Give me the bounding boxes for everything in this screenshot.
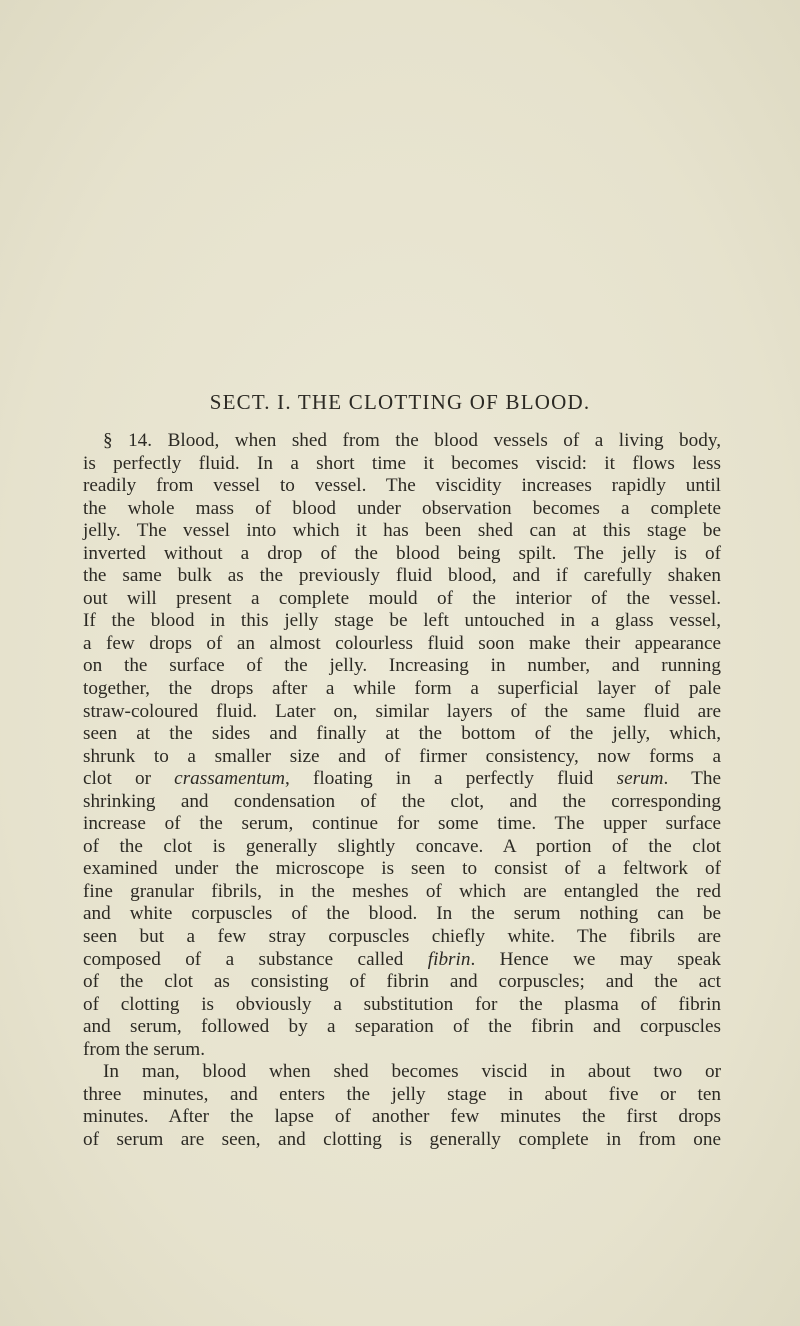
paragraph-1 [83, 430, 721, 1061]
text-line: of the clot is generally slightly concave. A portion of the clot [83, 835, 721, 857]
italic-term-crassamentum: crassamentum [174, 768, 286, 790]
text-line: minutes. After the lapse of another few minutes the first drops [83, 1106, 721, 1128]
text-line: and serum, followed by a separation of the fibrin and corpuscles [83, 1016, 721, 1038]
text-line: inverted without a drop of the blood being spilt. The jelly is of [83, 542, 721, 564]
text-line: shrunk to a smaller size and of firmer consistency, now forms a [83, 745, 721, 767]
text-line: clot or crassamentum, floating in a perfectly fluid serum. The [83, 768, 722, 790]
text-line: is perfectly fluid. In a short time it becomes viscid: it flows less [83, 452, 721, 474]
italic-term-fibrin: fibrin [427, 948, 471, 970]
body-text [83, 430, 721, 1152]
text-line: § 14. Blood, when shed from the blood vessels of a living body, [103, 430, 721, 451]
text-line: seen but a few stray corpuscles chiefly white. The fibrils are [83, 926, 721, 948]
italic-term-serum: serum [616, 768, 664, 790]
text-line: and white corpuscles of the blood. In the serum nothing can be [83, 903, 721, 925]
text-line: of the clot as consisting of fibrin and corpuscles; and the act [83, 971, 721, 993]
text-line: of clotting is obviously a substitution for the plasma of fibrin [83, 993, 721, 1015]
text-line: from the serum. [83, 1038, 206, 1060]
text-line: the whole mass of blood under observation becomes a complete [83, 497, 721, 519]
text-line: fine granular fibrils, in the meshes of which are entangled the red [83, 880, 721, 902]
text-line: If the blood in this jelly stage be left untouched in a glass vessel, [83, 610, 721, 632]
text-line: straw-coloured fluid. Later on, similar layers of the same fluid are [83, 700, 721, 722]
text-line: seen at the sides and finally at the bottom of the jelly, which, [83, 723, 721, 745]
text-line: jelly. The vessel into which it has been shed can at this stage be [83, 520, 721, 542]
text-line: shrinking and condensation of the clot, and the corresponding [83, 790, 721, 812]
text-line: the same bulk as the previously fluid blood, and if carefully shaken [83, 565, 721, 587]
text-line: increase of the serum, continue for some time. The upper surface [83, 813, 721, 835]
text-line: composed of a substance called fibrin. Hence we may speak [83, 948, 721, 970]
text-line: examined under the microscope is seen to consist of a feltwork of [83, 858, 721, 880]
text-line: three minutes, and enters the jelly stage in about five or ten [83, 1083, 721, 1105]
paragraph-2 [83, 1061, 721, 1151]
text-line: out will present a complete mould of the interior of the vessel. [83, 587, 721, 609]
section-heading: SECT. I. THE CLOTTING OF BLOOD. [209, 390, 591, 414]
text-line: a few drops of an almost colourless fluid soon make their appearance [83, 632, 721, 654]
text-line: on the surface of the jelly. Increasing in number, and running [83, 655, 721, 677]
text-line: together, the drops after a while form a superficial layer of pale [83, 678, 721, 700]
text-line: readily from vessel to vessel. The viscidity increases rapidly until [83, 475, 721, 497]
text-line: of serum are seen, and clotting is generally complete in from one [83, 1128, 721, 1150]
text-line: In man, blood when shed becomes viscid in about two or [103, 1061, 721, 1083]
